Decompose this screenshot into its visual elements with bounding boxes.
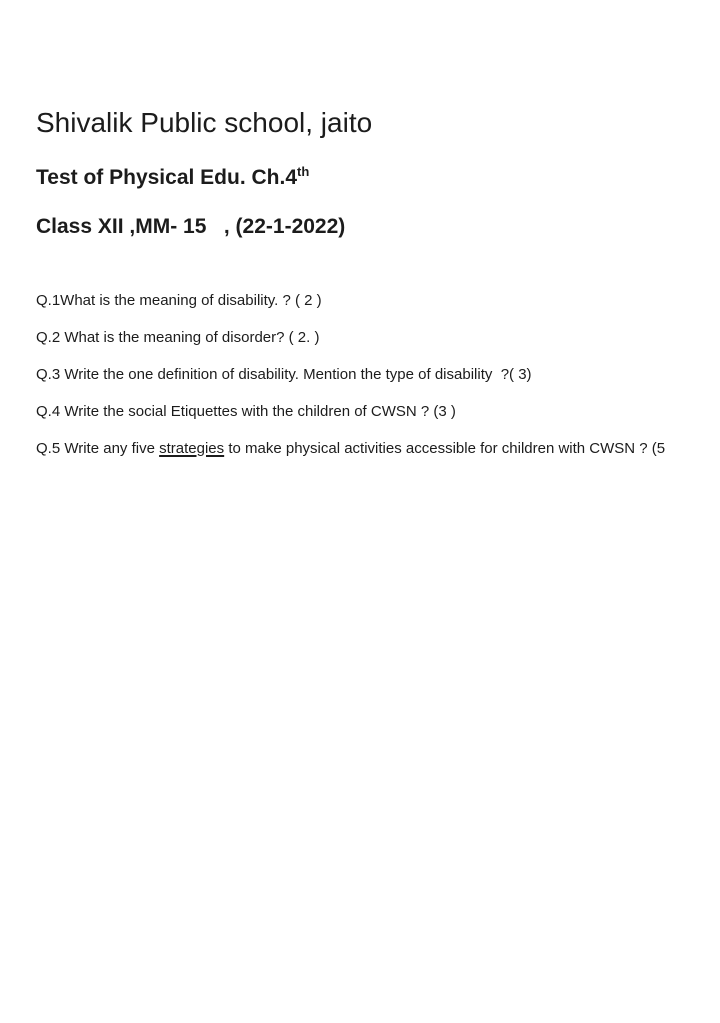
question-list [36, 292, 720, 458]
question-5-suffix: to make physical activities accessible for children with CWSN ? (5 [224, 440, 666, 457]
question-5-prefix: Q.5 Write any five [36, 440, 160, 457]
test-subtitle-text: Test of Physical Edu. Ch.4 [36, 166, 298, 189]
document-title: Shivalik Public school, jaito [36, 107, 373, 138]
question-4: Q.4 Write the social Etiquettes with the children of CWSN ? (3 ) [36, 403, 456, 420]
document-page [0, 106, 720, 458]
class-info-line: Class XII ,MM- 15 , (22-1-2022) [36, 215, 346, 238]
test-subtitle-superscript: th [297, 164, 310, 179]
question-3: Q.3 Write the one definition of disability. Mention the type of disability ?( 3) [36, 366, 532, 383]
question-5 [36, 440, 720, 458]
test-subtitle [36, 164, 720, 191]
question-5-underlined-word: strategies [159, 440, 225, 457]
question-2: Q.2 What is the meaning of disorder? ( 2. ) [36, 329, 320, 346]
question-1: Q.1What is the meaning of disability. ? ( 2 ) [36, 292, 322, 309]
